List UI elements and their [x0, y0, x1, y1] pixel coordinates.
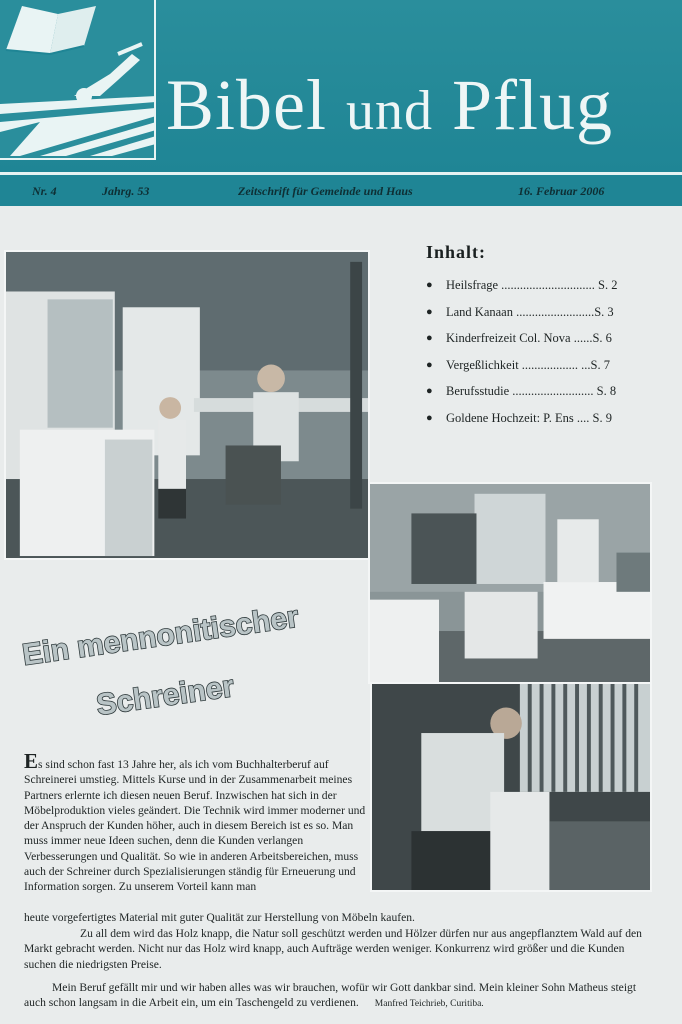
article-paragraph-2: Zu all dem wird das Holz knapp, die Natur soll geschützt werden und Hölzer dürfen nur aus angepflanztem Wald auf den Markt gebracht werden. Nicht nur das Holz wird knapp, auch Aufträge werden weniger. Konkurrenz wird größer und die Kunden suchen die niedrigsten Preise.	[24, 927, 642, 971]
toc-item: ● Land Kanaan .........................S. 3	[426, 304, 614, 319]
headline-line-2: Schreiner	[94, 669, 237, 722]
furniture-room-photo	[368, 482, 652, 684]
toc-heading: Inhalt:	[426, 242, 487, 262]
carpenter-at-machine-photo	[370, 682, 652, 892]
magazine-subtitle: Zeitschrift für Gemeinde und Haus	[238, 184, 413, 198]
volume-year: Jahrg. 53	[102, 184, 150, 198]
toc-item: ● Kinderfreizeit Col. Nova ......S. 6	[426, 331, 612, 345]
issue-info-bar	[0, 172, 682, 206]
issue-date: 16. Februar 2006	[518, 184, 605, 198]
workshop-photo-carpenter-and-son	[4, 250, 370, 560]
article-paragraph-1: Es sind schon fast 13 Jahre her, als ich vom Buchhalterberuf auf Schreinerei umstieg. Mittels Kurse und in der Zusammenarbeit meines Partners erlernte ich diesen neuen Beruf. Inzwischen hat sich in der Möbelproduktion vieles geändert. Die Technik wird immer moderner und der Anspruch der Kunden höher, auch in diesem Bereich ist es so. Man muss immer neue Ideen suchen, denn die Kunden verlangen Verbesserungen und Qualität. So wie in anderen Arbeitsbereichen, muss auch der Schreiner durch Spezialisierungen ständig für Erneuerung und Information sorgen. Zu unserem Vorteil kann man	[24, 749, 366, 894]
drop-cap: E	[24, 749, 39, 773]
masthead	[0, 0, 682, 172]
toc-item: ● Heilsfrage .............................. S. 2	[426, 278, 618, 292]
toc-item: ● Vergeßlichkeit .................. ...S. 7	[426, 357, 610, 372]
article-author: Manfred Teichrieb, Curitiba.	[374, 999, 484, 1010]
bible-plough-logo-icon	[0, 0, 156, 160]
toc-item: ● Berufsstudie .......................... S. 8	[426, 384, 617, 398]
article-paragraph-1-tail: heute vorgefertigtes Material mit guter Qualität zur Herstellung von Möbeln kaufen.	[24, 911, 415, 924]
article-paragraph-3: Mein Beruf gefällt mir und wir haben alles was wir brauchen, wofür wir Gott dankbar sind. Mein kleiner Sohn Matheus steigt auch schon langsam in die Arbeit ein, um ein Taschengeld zu verdienen. Manfred Teichrieb, Curitiba.	[24, 981, 637, 1010]
headline-line-1: Ein mennonitischer	[20, 600, 301, 672]
magazine-title: Bibel und Pflug	[166, 65, 614, 145]
issue-number: Nr. 4	[32, 184, 57, 198]
table-of-contents	[424, 276, 656, 435]
toc-item: ● Goldene Hochzeit: P. Ens .... S. 9	[426, 410, 612, 425]
article-headline	[18, 585, 348, 725]
